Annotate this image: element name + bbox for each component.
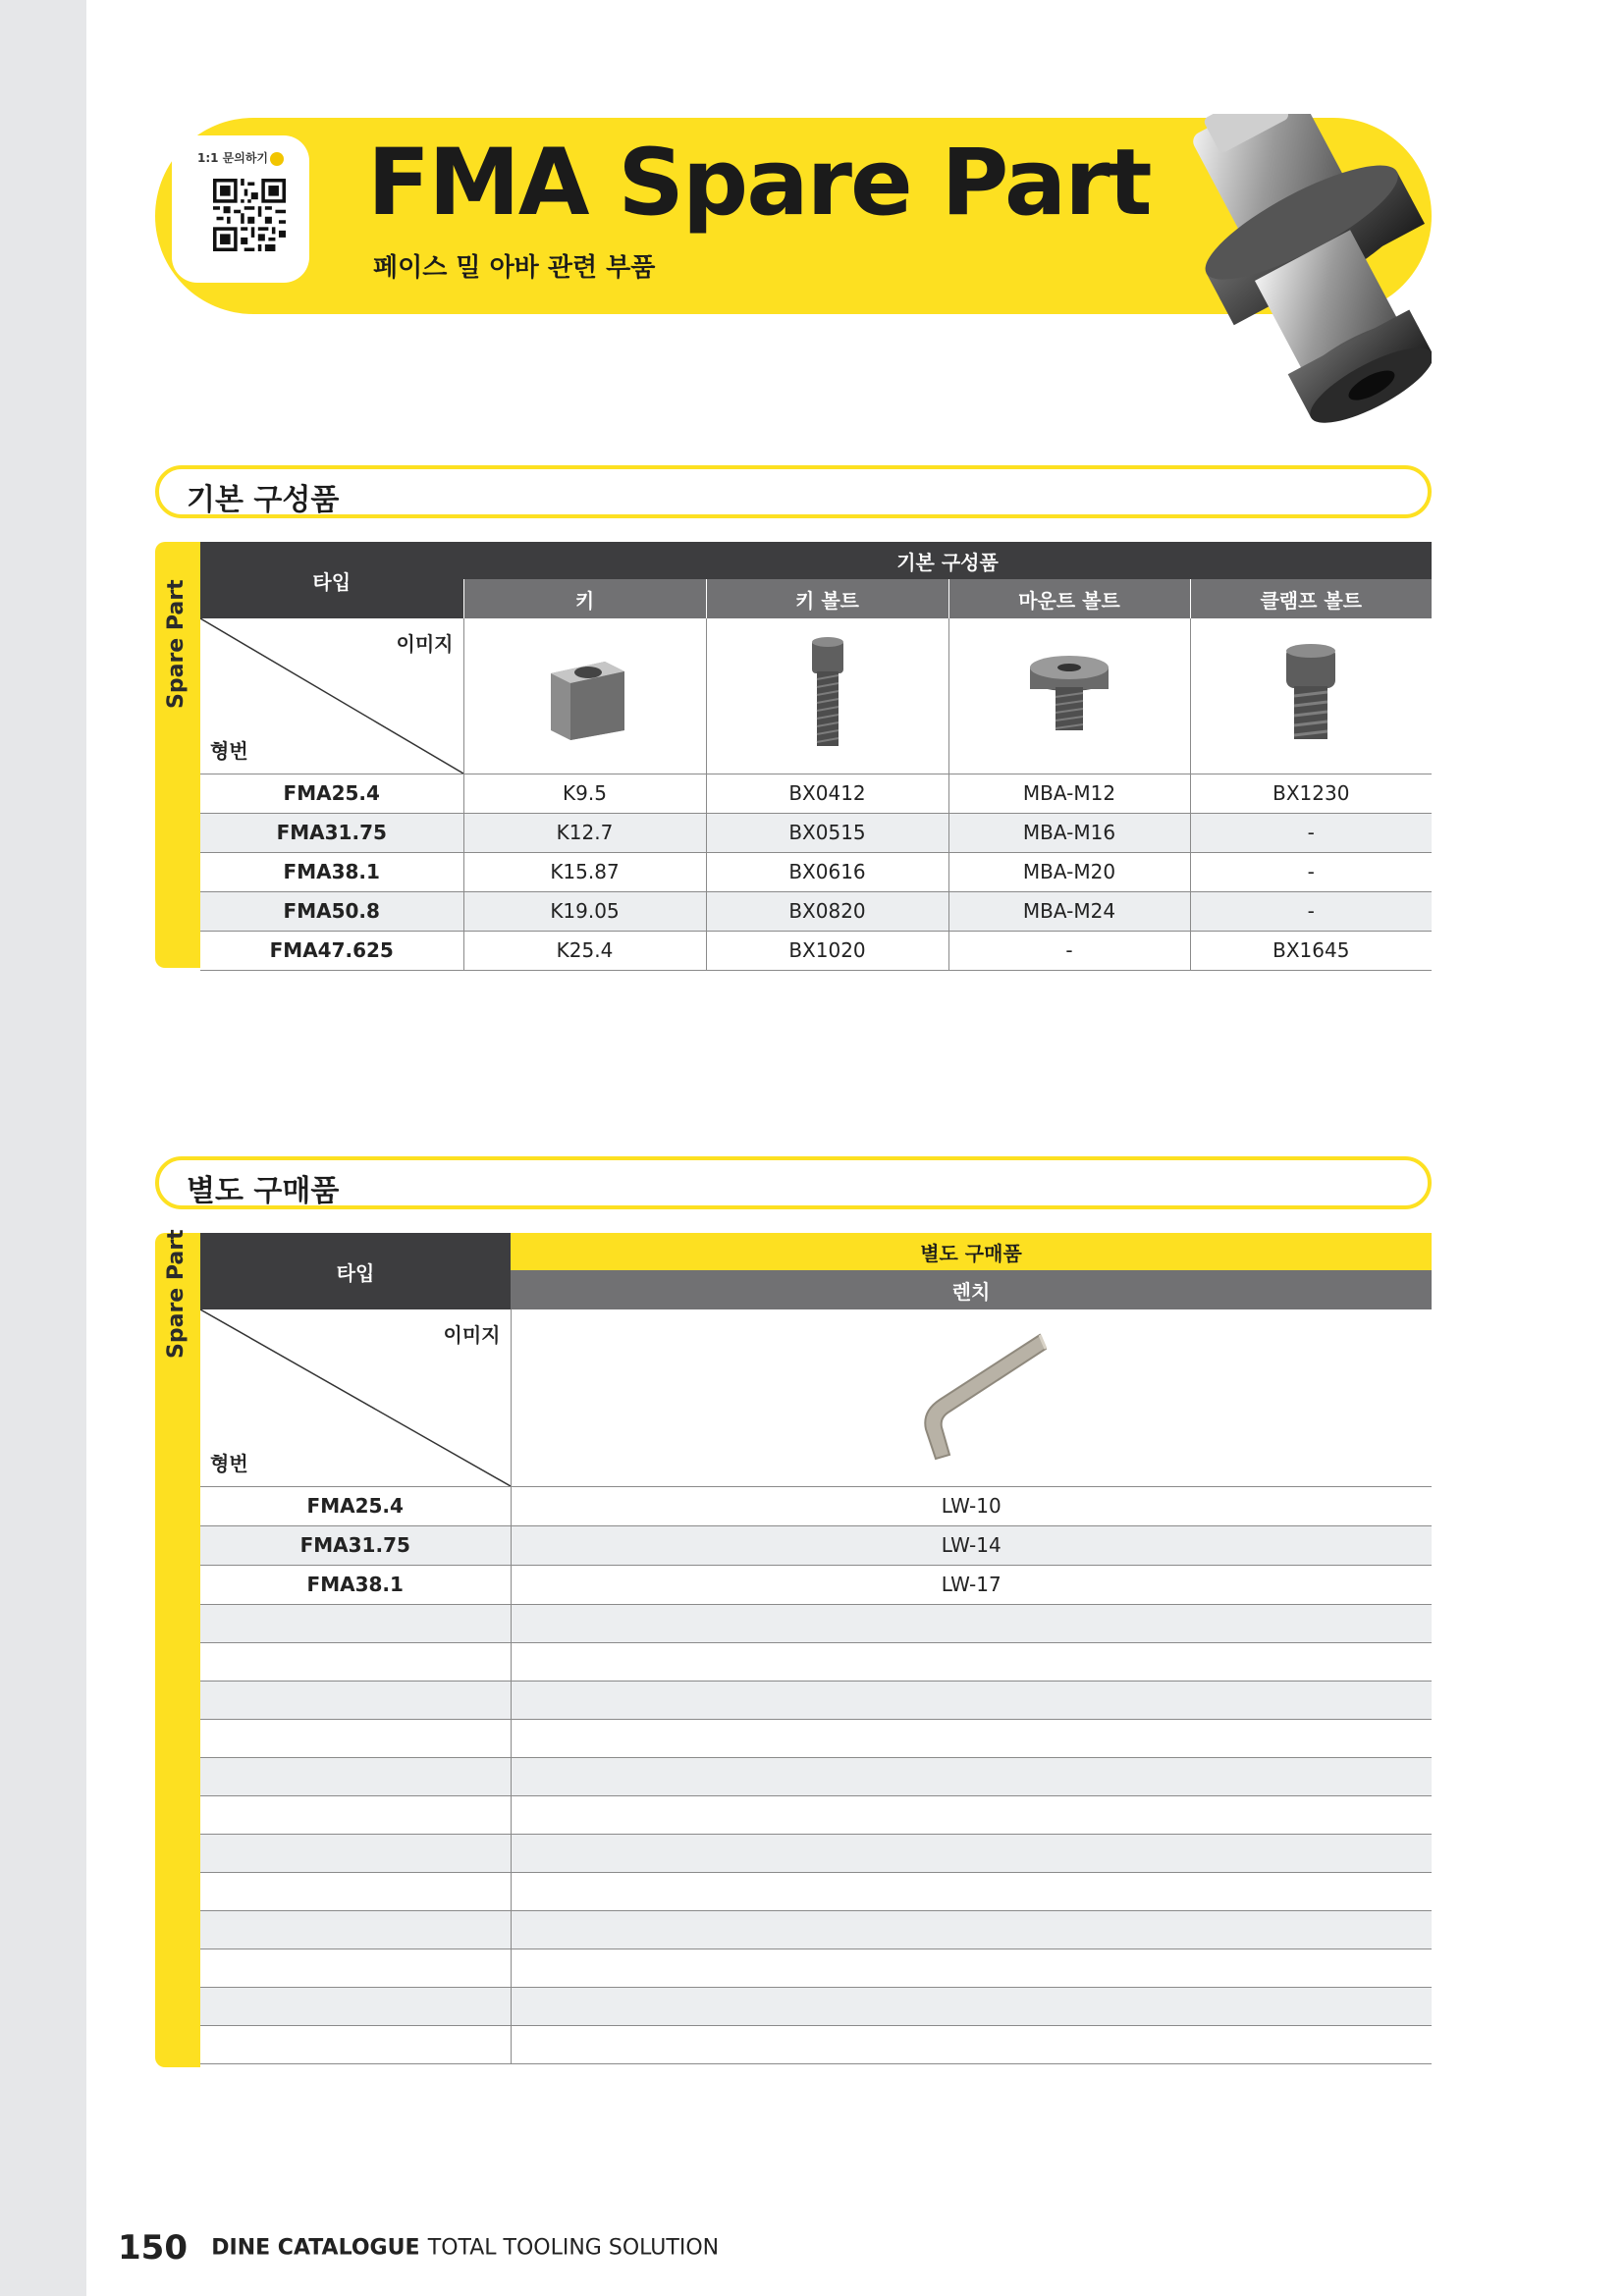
table-row [200,852,1432,891]
empty-row [200,1795,1432,1834]
group-header: 별도 구매품 [511,1233,1432,1270]
qr-inquiry-box[interactable] [172,135,309,283]
page-number: 150 [118,2228,188,2268]
table-row [200,813,1432,852]
face-mill-arbor-image [1137,114,1432,438]
wrench-image-cell [511,1309,1432,1486]
column-key: 키 [463,579,706,618]
model-label: 형번 [210,1451,248,1475]
empty-row [200,2025,1432,2063]
spare-part-tab-label: Spare Part [164,1229,189,1359]
wrench-cell: LW-10 [511,1486,1432,1525]
empty-row [200,1910,1432,1949]
clamp-bolt-icon [1276,639,1345,747]
type-header: 타입 [200,542,463,618]
empty-row [200,1681,1432,1719]
mount-bolt-cell: MBA-M12 [948,774,1190,813]
separate-purchase-table [200,1233,1432,2064]
image-label: 이미지 [396,632,454,656]
clamp-bolt-image-cell [1190,618,1432,774]
diagonal-header-cell [200,1309,511,1486]
page-title: FMA Spare Part [367,130,1151,237]
wrench-cell: LW-14 [511,1525,1432,1565]
column-key-bolt: 키 볼트 [706,579,948,618]
qr-code-icon[interactable] [213,179,286,251]
clamp-bolt-cell: - [1190,852,1432,891]
model-cell: FMA25.4 [200,1486,511,1525]
empty-row [200,1757,1432,1795]
key-cell: K12.7 [463,813,706,852]
key-bolt-cell: BX1020 [706,931,948,970]
empty-row [200,1642,1432,1681]
side-strip [0,0,86,2296]
column-clamp-bolt: 클램프 볼트 [1190,579,1432,618]
table-row [200,1525,1432,1565]
key-cell: K15.87 [463,852,706,891]
table-row [200,774,1432,813]
mount-bolt-cell: MBA-M20 [948,852,1190,891]
image-label: 이미지 [443,1323,501,1347]
clamp-bolt-cell: BX1645 [1190,931,1432,970]
table-row [200,891,1432,931]
model-cell: FMA25.4 [200,774,463,813]
wrench-cell: LW-17 [511,1565,1432,1604]
model-cell: FMA31.75 [200,813,463,852]
key-bolt-cell: BX0820 [706,891,948,931]
mount-bolt-icon [1020,644,1118,742]
table-row [200,931,1432,970]
section-title: 기본 구성품 [187,483,340,517]
table-row [200,1486,1432,1525]
table-row [200,1565,1432,1604]
basic-components-table [200,542,1432,971]
key-bolt-cell: BX0412 [706,774,948,813]
section-title: 별도 구매품 [187,1174,340,1208]
model-cell: FMA38.1 [200,852,463,891]
key-bolt-cell: BX0515 [706,813,948,852]
model-cell: FMA47.625 [200,931,463,970]
key-cell: K19.05 [463,891,706,931]
empty-row [200,1987,1432,2025]
column-wrench: 렌치 [511,1270,1432,1309]
page-subtitle: 페이스 밀 아바 관련 부품 [373,253,656,283]
empty-row [200,1872,1432,1910]
clamp-bolt-cell: BX1230 [1190,774,1432,813]
key-image-cell [463,618,706,774]
key-bolt-image-cell [706,618,948,774]
spare-part-tab-label: Spare Part [164,579,189,709]
mount-bolt-cell: MBA-M24 [948,891,1190,931]
mount-bolt-cell: - [948,931,1190,970]
mount-bolt-image-cell [948,618,1190,774]
spare-part-tab [155,542,200,968]
group-header: 기본 구성품 [463,542,1432,579]
qr-label: 1:1 문의하기 [196,151,269,165]
footer-brand: DINE CATALOGUE [211,2235,420,2261]
column-mount-bolt: 마운트 볼트 [948,579,1190,618]
model-cell: FMA38.1 [200,1565,511,1604]
mount-bolt-cell: MBA-M16 [948,813,1190,852]
spare-part-tab [155,1229,200,2067]
chat-icon [270,152,284,166]
hex-wrench-icon [893,1321,1050,1468]
key-bolt-icon [798,634,857,752]
key-cell: K25.4 [463,931,706,970]
empty-row [200,1834,1432,1872]
diagonal-header-cell [200,618,463,774]
key-cell: K9.5 [463,774,706,813]
empty-row [200,1604,1432,1642]
clamp-bolt-cell: - [1190,813,1432,852]
section-separate-purchase-title [155,1156,1432,1209]
model-cell: FMA50.8 [200,891,463,931]
page-header [155,114,1432,310]
key-icon [531,644,639,742]
type-header: 타입 [200,1233,511,1309]
footer-tagline: TOTAL TOOLING SOLUTION [427,2235,720,2261]
key-bolt-cell: BX0616 [706,852,948,891]
model-label: 형번 [210,738,248,763]
section-basic-components-title [155,465,1432,518]
page-footer [118,2228,719,2268]
empty-row [200,1949,1432,1987]
empty-row [200,1719,1432,1757]
model-cell: FMA31.75 [200,1525,511,1565]
clamp-bolt-cell: - [1190,891,1432,931]
